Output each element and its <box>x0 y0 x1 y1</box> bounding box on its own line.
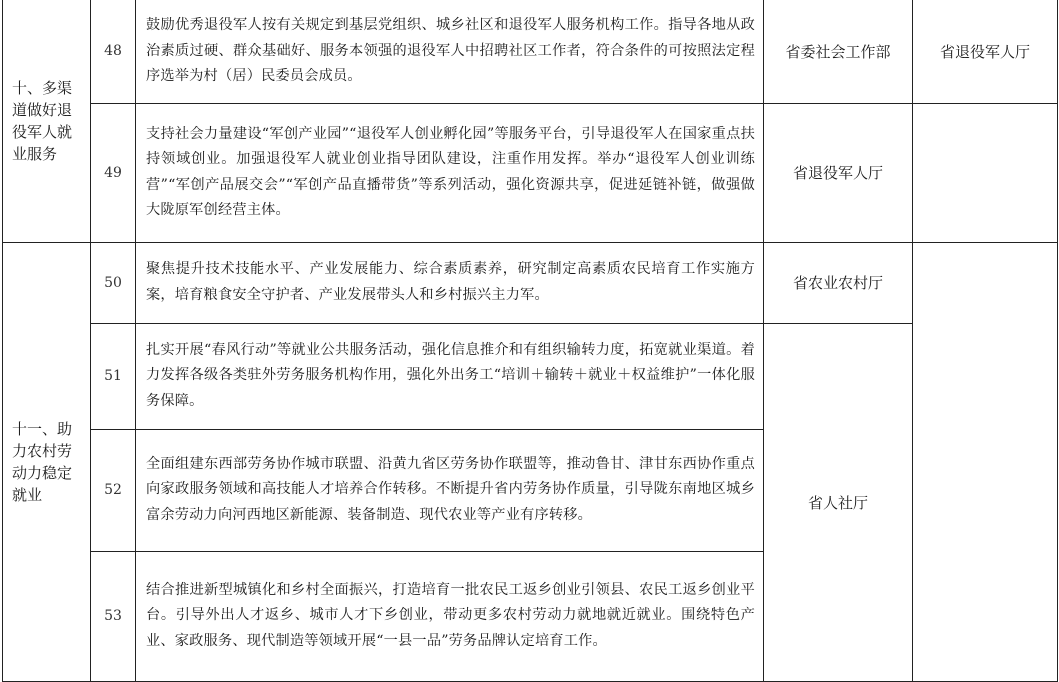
table-row <box>3 242 1058 323</box>
lead-department: 省人社厅 <box>764 323 913 681</box>
lead-department: 省委社会工作部 <box>764 0 913 103</box>
row-number: 53 <box>91 551 136 681</box>
category-line: 力农村劳 <box>12 441 73 460</box>
table-row <box>3 103 1058 242</box>
category-line: 十一、助 <box>12 419 73 438</box>
table-row <box>3 323 1058 429</box>
task-content: 全面组建东西部劳务协作城市联盟、沿黄九省区劳务协作联盟等，推动鲁甘、津甘东西协作重点向家政服务领域和高技能人才培养合作转移。不断提升省内劳务协作质量，引导陇东南地区城乡富余劳动力向河西地区新能源、装备制造、现代农业等产业有序转移。 <box>136 429 764 551</box>
category-line: 十、多渠 <box>12 78 73 97</box>
table-row <box>3 0 1058 103</box>
policy-task-table <box>2 0 1058 682</box>
row-number: 48 <box>91 0 136 103</box>
category-line: 业服务 <box>12 144 58 163</box>
category-line: 道做好退 <box>12 100 73 119</box>
task-content: 支持社会力量建设“军创产业园”“退役军人创业孵化园”等服务平台，引导退役军人在国家重点扶持领域创业。加强退役军人就业创业指导团队建设，注重作用发挥。举办“退役军人创业训练营”“军创产品展交会”“军创产品直播带货”等系列活动，强化资源共享，促进延链补链，做强做大陇原军创经营主体。 <box>136 103 764 242</box>
row-number: 49 <box>91 103 136 242</box>
category-line: 役军人就 <box>12 122 73 141</box>
category-line: 动力稳定 <box>12 463 73 482</box>
task-content: 聚焦提升技术技能水平、产业发展能力、综合素质素养，研究制定高素质农民培育工作实施方案，培育粮食安全守护者、产业发展带头人和乡村振兴主力军。 <box>136 242 764 323</box>
row-number: 51 <box>91 323 136 429</box>
row-number: 52 <box>91 429 136 551</box>
row-number: 50 <box>91 242 136 323</box>
partner-department <box>913 242 1058 681</box>
category-cell <box>3 242 91 681</box>
partner-department <box>913 103 1058 242</box>
task-content: 结合推进新型城镇化和乡村全面振兴，打造培育一批农民工返乡创业引领县、农民工返乡创业平台。引导外出人才返乡、城市人才下乡创业，带动更多农村劳动力就地就近就业。围绕特色产业、家政服务、现代制造等领域开展“一县一品”劳务品牌认定培育工作。 <box>136 551 764 681</box>
task-content: 鼓励优秀退役军人按有关规定到基层党组织、城乡社区和退役军人服务机构工作。指导各地从政治素质过硬、群众基础好、服务本领强的退役军人中招聘社区工作者，符合条件的可按照法定程序选举为村（居）民委员会成员。 <box>136 0 764 103</box>
lead-department: 省退役军人厅 <box>764 103 913 242</box>
lead-department: 省农业农村厅 <box>764 242 913 323</box>
task-content: 扎实开展“春风行动”等就业公共服务活动，强化信息推介和有组织输转力度，拓宽就业渠道。着力发挥各级各类驻外劳务服务机构作用，强化外出务工“培训＋输转＋就业＋权益维护”一体化服务保障。 <box>136 323 764 429</box>
partner-department: 省退役军人厅 <box>913 0 1058 103</box>
category-cell <box>3 0 91 242</box>
category-line: 就业 <box>12 485 43 504</box>
